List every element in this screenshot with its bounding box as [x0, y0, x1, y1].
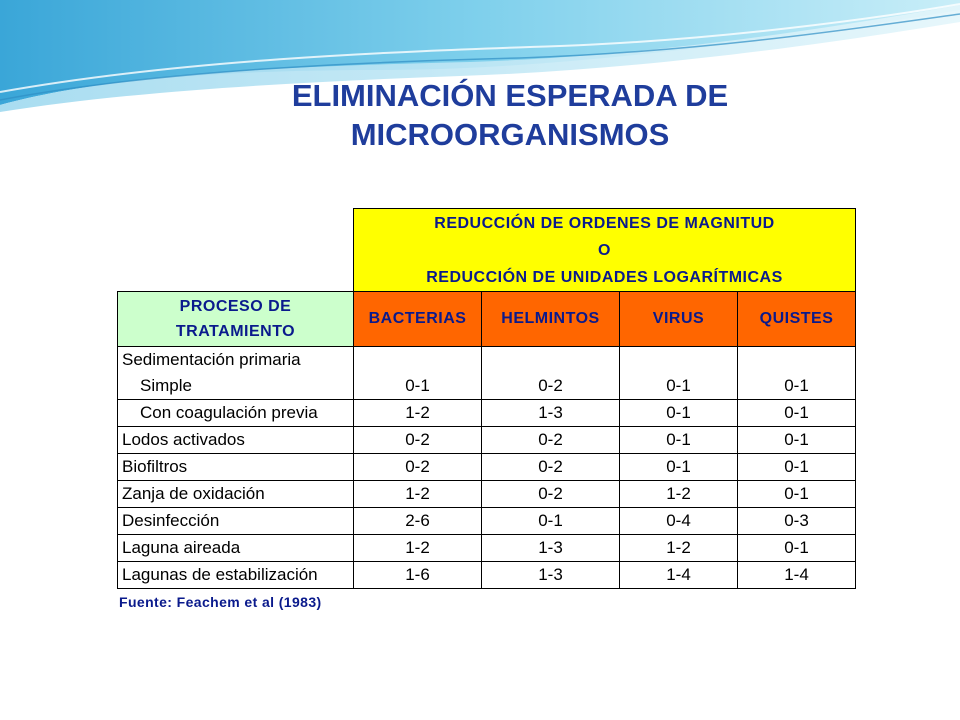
source-citation: Fuente: Feachem et al (1983)	[119, 594, 322, 610]
process-name-cell: Zanja de oxidación	[118, 481, 354, 508]
value-cell: 1-3	[482, 562, 620, 589]
value-cell: 0-1	[482, 508, 620, 535]
table-row	[118, 535, 856, 562]
value-cell: 2-6	[354, 508, 482, 535]
column-header-row	[118, 292, 856, 347]
value-cell: 1-2	[354, 535, 482, 562]
process-name-cell: Sedimentación primaria	[118, 347, 354, 374]
value-cell: 0-1	[620, 400, 738, 427]
value-cell	[354, 347, 482, 374]
table-row	[118, 400, 856, 427]
value-cell: 0-1	[738, 454, 856, 481]
page-title-line-1: ELIMINACIÓN ESPERADA DE	[291, 78, 729, 113]
value-cell: 1-4	[738, 562, 856, 589]
value-cell: 1-2	[620, 481, 738, 508]
process-name-cell: Con coagulación previa	[118, 400, 354, 427]
table-row	[118, 481, 856, 508]
process-name-cell: Simple	[118, 373, 354, 400]
value-cell: 1-2	[354, 400, 482, 427]
value-cell: 1-4	[620, 562, 738, 589]
empty-corner-cell	[118, 209, 354, 292]
value-cell: 1-6	[354, 562, 482, 589]
value-cell: 0-1	[738, 427, 856, 454]
process-name-cell: Lagunas de estabilización	[118, 562, 354, 589]
column-header-quistes: QUISTES	[738, 292, 856, 347]
process-header-line-2: TRATAMIENTO	[175, 323, 296, 340]
value-cell: 0-2	[354, 427, 482, 454]
table-row	[118, 562, 856, 589]
value-cell: 0-1	[738, 373, 856, 400]
value-cell: 0-1	[620, 454, 738, 481]
table-row	[118, 373, 856, 400]
log-reduction-header	[354, 209, 856, 292]
log-reduction-header-line-3: REDUCCIÓN DE UNIDADES LOGARÍTMICAS	[426, 268, 783, 286]
value-cell: 0-4	[620, 508, 738, 535]
process-name-cell: Biofiltros	[118, 454, 354, 481]
value-cell: 0-1	[738, 481, 856, 508]
value-cell: 0-1	[354, 373, 482, 400]
value-cell: 1-3	[482, 535, 620, 562]
value-cell: 1-2	[620, 535, 738, 562]
microorganism-removal-table	[117, 208, 856, 589]
log-reduction-header-line-2: O	[598, 241, 611, 259]
process-name-cell: Lodos activados	[118, 427, 354, 454]
table-row	[118, 347, 856, 374]
value-cell: 0-1	[738, 535, 856, 562]
log-reduction-header-line-1: REDUCCIÓN DE ORDENES DE MAGNITUD	[434, 214, 775, 232]
column-header-virus: VIRUS	[620, 292, 738, 347]
page-title-line-2: MICROORGANISMOS	[350, 117, 670, 152]
process-header-line-1: PROCESO DE	[179, 298, 292, 315]
table-row	[118, 508, 856, 535]
value-cell: 0-2	[482, 481, 620, 508]
value-cell: 0-2	[482, 427, 620, 454]
value-cell	[482, 347, 620, 374]
value-cell: 0-1	[738, 400, 856, 427]
value-cell: 0-2	[482, 373, 620, 400]
value-cell: 0-3	[738, 508, 856, 535]
value-cell: 0-1	[620, 373, 738, 400]
top-header-row	[118, 209, 856, 292]
value-cell	[738, 347, 856, 374]
value-cell: 1-2	[354, 481, 482, 508]
table-row	[118, 454, 856, 481]
value-cell: 0-1	[620, 427, 738, 454]
process-name-cell: Desinfección	[118, 508, 354, 535]
table-row	[118, 427, 856, 454]
process-header	[118, 292, 354, 347]
value-cell: 0-2	[482, 454, 620, 481]
value-cell	[620, 347, 738, 374]
page-title	[180, 76, 840, 154]
column-header-bacterias: BACTERIAS	[354, 292, 482, 347]
value-cell: 0-2	[354, 454, 482, 481]
process-name-cell: Laguna aireada	[118, 535, 354, 562]
value-cell: 1-3	[482, 400, 620, 427]
column-header-helmintos: HELMINTOS	[482, 292, 620, 347]
